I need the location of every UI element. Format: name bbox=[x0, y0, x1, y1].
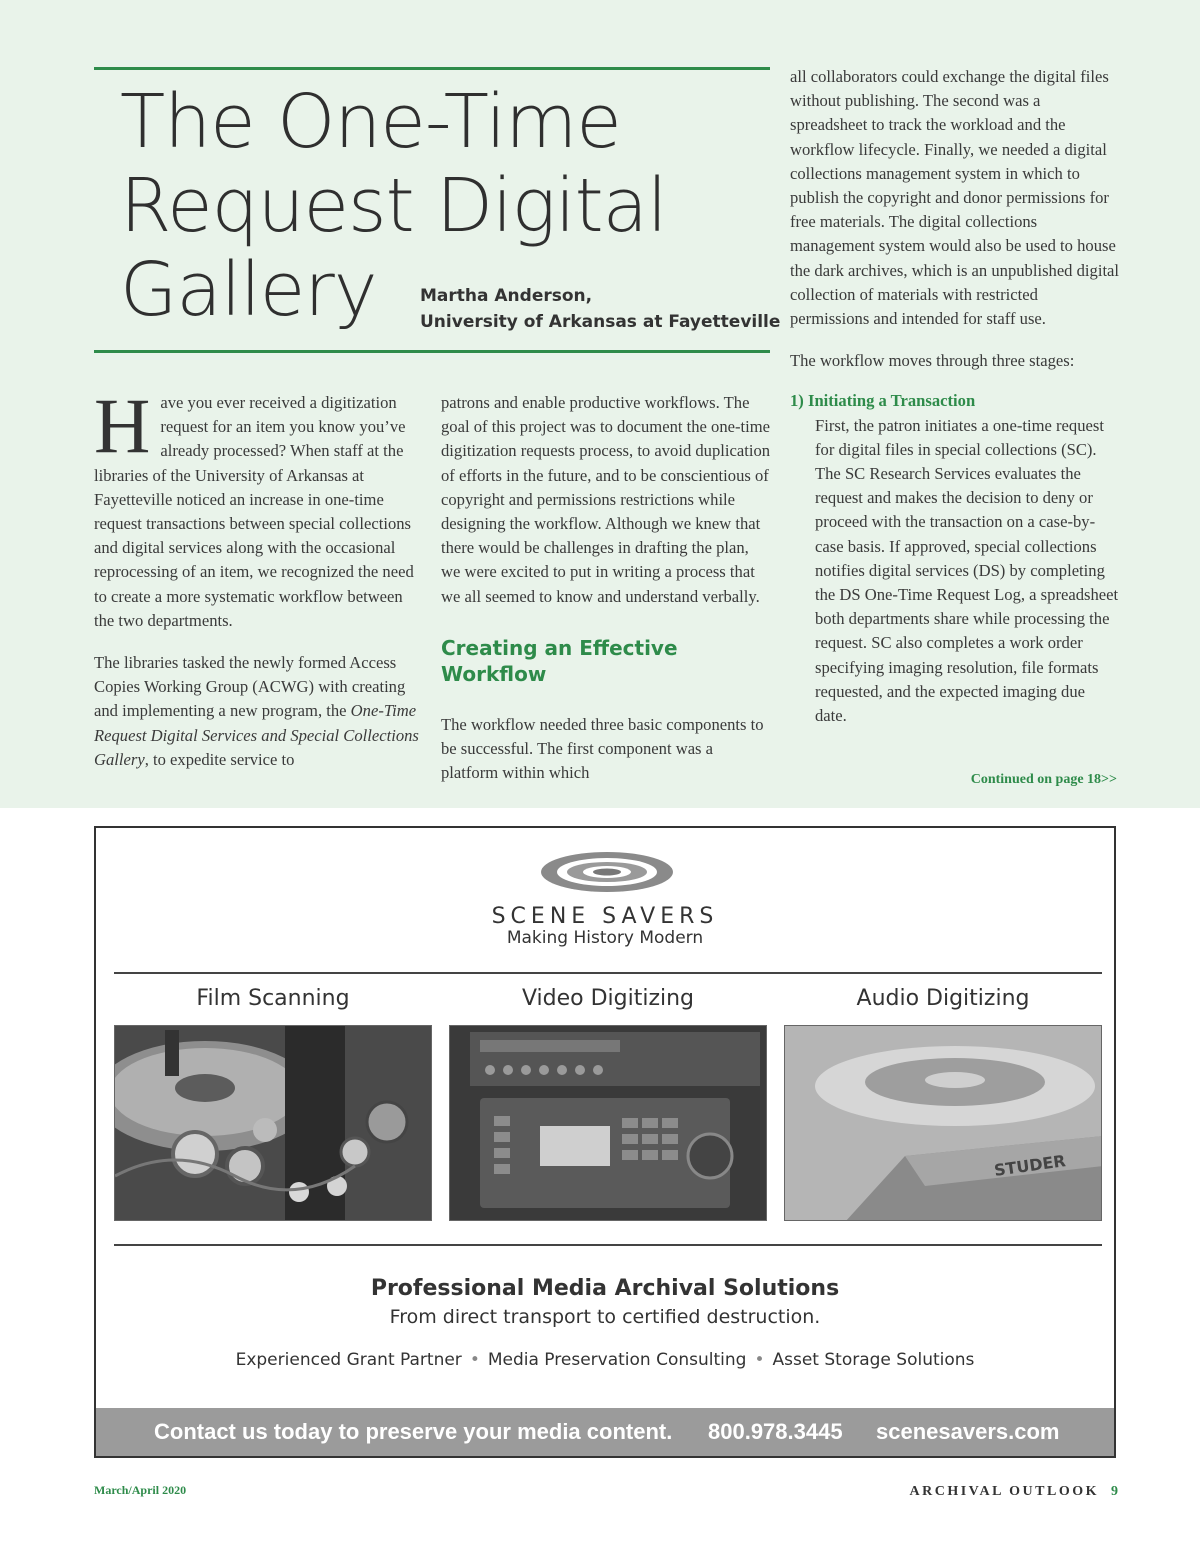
studer-label: STUDER bbox=[992, 1151, 1067, 1180]
ad-divider-bottom bbox=[114, 1244, 1102, 1246]
drop-cap: H bbox=[94, 382, 151, 469]
acwg-paragraph bbox=[94, 651, 424, 772]
goal-paragraph: patrons and enable productive workflows. The goal of this project was to document the one-time digitization requests process, to avoid duplication of efforts in the future, and to be conscientious of copyright and permissions restrictions while designing the workflow. Although we knew that there would be challenges in drafting the plan, we were excited to put in writing a process that we all seemed to know and understand verbally. bbox=[441, 393, 771, 606]
service-video-digitizing: Video Digitizing bbox=[521, 986, 695, 1011]
service-audio-digitizing: Audio Digitizing bbox=[856, 986, 1030, 1011]
audio-digitizing-photo bbox=[784, 1025, 1102, 1221]
step-1-heading bbox=[790, 389, 1120, 413]
ad-headline: Professional Media Archival Solutions bbox=[370, 1276, 840, 1301]
issue-date: March/April 2020 bbox=[94, 1483, 187, 1497]
title-line-2: Request Digital bbox=[120, 163, 667, 249]
ad-subline: From direct transport to certified destruction. bbox=[389, 1306, 821, 1328]
title-line-1: The One-Time bbox=[120, 79, 621, 165]
program-name: One-Time Request Digital Services and Special Collections Gallery bbox=[94, 701, 419, 769]
film-scanning-photo bbox=[114, 1025, 432, 1221]
author-affiliation: University of Arkansas at Fayetteville bbox=[420, 312, 781, 332]
title-bottom-rule bbox=[94, 350, 770, 353]
magazine-name: ARCHIVAL OUTLOOK bbox=[909, 1484, 1099, 1499]
article-column-3 bbox=[790, 65, 1120, 728]
bullet-separator: • bbox=[754, 1350, 765, 1370]
page-number: 9 bbox=[1111, 1484, 1118, 1499]
bullet-separator: • bbox=[469, 1350, 480, 1370]
components-paragraph: The workflow needed three basic components to be successful. The first component was a platform within which bbox=[441, 714, 764, 783]
feature-grant-partner: Experienced Grant Partner bbox=[235, 1350, 462, 1370]
byline bbox=[420, 283, 780, 335]
intro-paragraph bbox=[94, 382, 424, 633]
section-subhead: Creating an Effective Workflow bbox=[441, 635, 678, 686]
feature-asset-storage: Asset Storage Solutions bbox=[772, 1350, 975, 1370]
phone-number[interactable]: 800.978.3445 bbox=[708, 1419, 843, 1444]
contact-bar bbox=[96, 1408, 1114, 1456]
article-column-2 bbox=[441, 391, 771, 785]
scene-savers-advertisement bbox=[94, 826, 1116, 1458]
brand-name: SCENE SAVERS bbox=[491, 904, 719, 929]
service-film-scanning: Film Scanning bbox=[196, 986, 350, 1011]
article-column-1 bbox=[94, 382, 424, 772]
author-name: Martha Anderson, bbox=[420, 286, 593, 306]
stages-intro: The workflow moves through three stages: bbox=[790, 351, 1075, 371]
contact-text: Contact us today to preserve your media content. bbox=[154, 1419, 673, 1444]
step-number: 1) bbox=[790, 391, 804, 411]
acwg-text-end: , to expedite service to bbox=[144, 749, 295, 769]
brand-tagline: Making History Modern bbox=[506, 928, 704, 948]
title-line-3: Gallery bbox=[120, 247, 377, 333]
step-title: Initiating a Transaction bbox=[807, 391, 976, 411]
platform-paragraph: all collaborators could exchange the digital files without publishing. The second was a spreadsheet to track the workload and the workflow lifecycle. Finally, we needed a digital collections management system in which to publish the copyright and donor permissions for free materials. The digital collections management system would also be used to house the dark archives, which is an unpublished digital collection of materials with restricted permissions and intended for staff use. bbox=[790, 67, 1120, 329]
magazine-footer bbox=[910, 1484, 1119, 1500]
ad-features bbox=[96, 1350, 1114, 1370]
title-top-rule bbox=[94, 67, 770, 70]
step-1-body: First, the patron initiates a one-time request for digital files in special collections (SC). The SC Research Services evaluates the request and makes the decision to deny or proceed with the transaction on a case-by-case basis. If approved, special collections notifies digital services (DS) by completing the DS One-Time Request Log, a spreadsheet both departments share while processing the request. SC also completes a work order specifying imaging resolution, file formats requested, and the expected imaging due date. bbox=[815, 415, 1119, 726]
ad-divider-top bbox=[114, 972, 1102, 974]
scene-savers-logo-icon bbox=[537, 848, 677, 908]
intro-text: ave you ever received a digitization request for an item you know you’ve already processed? When staff at the libraries of the University of Arkansas at Fayetteville noticed an increase in one-time request transactions between special collections and digital services along with the occasional reprocessing of an item, we recognized the need to create a more systematic workflow between the two departments. bbox=[94, 393, 414, 630]
feature-preservation-consulting: Media Preservation Consulting bbox=[487, 1350, 747, 1370]
website-link[interactable]: scenesavers.com bbox=[876, 1419, 1060, 1444]
continued-link[interactable]: Continued on page 18>> bbox=[970, 772, 1117, 787]
acwg-text-start: The libraries tasked the newly formed Access Copies Working Group (ACWG) with creating and implementing a new program, the bbox=[94, 653, 406, 721]
video-digitizing-photo bbox=[449, 1025, 767, 1221]
